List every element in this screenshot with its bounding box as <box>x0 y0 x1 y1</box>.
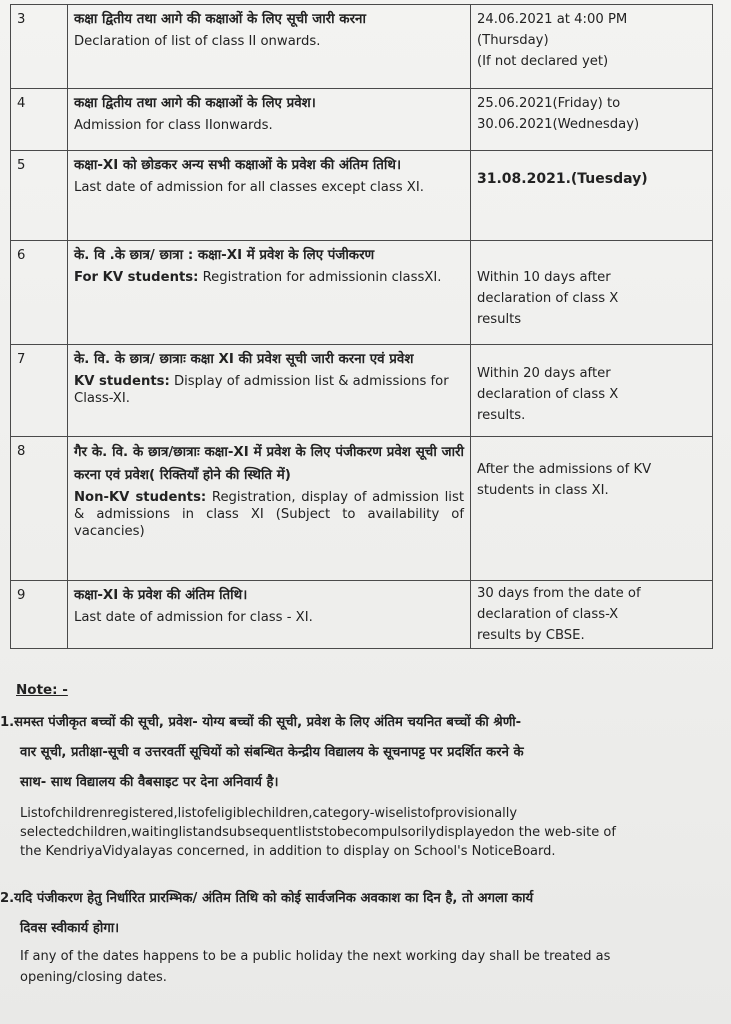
row-english-text <box>74 373 464 407</box>
note-line: 1.समस्त पंजीकृत बच्चों की सूची, प्रवेश- योग्य बच्चों की सूची, प्रवेश के लिए अंतिम चयनित बच्चों की श्रेणी- <box>0 715 522 730</box>
note-line: Listofchildrenregistered,listofeligiblechildren,category-wiselistofprovisionally <box>20 806 518 821</box>
row-date <box>471 581 713 649</box>
row-date <box>471 241 713 345</box>
table-row <box>11 5 713 89</box>
row-hindi-text: कक्षा द्वितीय तथा आगे की कक्षाओं के लिए सूची जारी करना <box>74 12 366 27</box>
row-english-lead: KV students: <box>74 374 170 389</box>
row-number: 5 <box>11 151 68 241</box>
table-row <box>11 345 713 437</box>
row-english-body: Registration for admissionin classXI. <box>198 270 442 285</box>
row-hindi-text: कक्षा द्वितीय तथा आगे की कक्षाओं के लिए प्रवेश। <box>74 96 316 111</box>
row-hindi-text: के. वि. के छात्र/ छात्राः कक्षा XI की प्रवेश सूची जारी करना एवं प्रवेश <box>74 352 414 367</box>
table-row <box>11 581 713 649</box>
note-line: दिवस स्वीकार्य होगा। <box>20 921 120 936</box>
row-hindi-text: के. वि .के छात्र/ छात्रा : कक्षा-XI में प्रवेश के लिए पंजीकरण <box>74 248 375 263</box>
table-row <box>11 437 713 581</box>
row-number: 3 <box>11 5 68 89</box>
row-number: 6 <box>11 241 68 345</box>
row-description <box>68 151 471 241</box>
row-english-text <box>74 609 464 626</box>
date-line: 30.06.2021(Wednesday) <box>477 117 640 132</box>
row-date <box>471 5 713 89</box>
note-line: साथ- साथ विद्यालय की वैबसाइट पर देना अनिवार्य है। <box>20 775 279 790</box>
row-hindi-text: कक्षा-XI के प्रवेश की अंतिम तिथि। <box>74 588 248 603</box>
row-description <box>68 5 471 89</box>
date-line: results <box>477 312 522 327</box>
row-english-body: Display of admission list & admissions for Class-XI. <box>74 374 449 406</box>
note-2-english <box>20 946 710 988</box>
row-english-text <box>74 117 464 134</box>
date-line: Within 20 days after <box>477 366 611 381</box>
row-hindi-text: कक्षा-XI को छोडकर अन्य सभी कक्षाओं के प्रवेश की अंतिम तिथि। <box>74 158 402 173</box>
note-line: the KendriyaVidyalayas concerned, in addition to display on School's NoticeBoard. <box>20 844 556 859</box>
row-date <box>471 437 713 581</box>
date-line: 24.06.2021 at 4:00 PM <box>477 12 628 27</box>
date-line: results by CBSE. <box>477 628 585 643</box>
notes-heading: Note: - <box>16 682 68 698</box>
row-english-body: Admission for class IIonwards. <box>74 118 273 133</box>
date-line: 30 days from the date of <box>477 586 641 601</box>
row-english-body: Declaration of list of class II onwards. <box>74 34 321 49</box>
note-line: If any of the dates happens to be a public holiday the next working day shall be treated as <box>20 949 611 964</box>
note-line: 2.यदि पंजीकरण हेतु निर्धारित प्रारम्भिक/ अंतिम तिथि को कोई सार्वजनिक अवकाश का दिन है, तो अगला कार्य <box>0 891 534 906</box>
table-row <box>11 151 713 241</box>
note-1-hindi <box>0 708 712 798</box>
row-date <box>471 151 713 241</box>
date-line: declaration of class X <box>477 291 619 306</box>
note-line: opening/closing dates. <box>20 970 167 985</box>
date-line: 31.08.2021.(Tuesday) <box>477 171 648 187</box>
row-number: 7 <box>11 345 68 437</box>
date-line: declaration of class X <box>477 387 619 402</box>
note-1-english <box>20 804 710 861</box>
row-description <box>68 581 471 649</box>
table-row <box>11 89 713 151</box>
table-row <box>11 241 713 345</box>
row-english-lead: For KV students: <box>74 270 199 285</box>
note-line: selectedchildren,waitinglistandsubsequentliststobecompulsorilydisplayedon the web-site of <box>20 825 616 840</box>
date-line: (Thursday) <box>477 33 549 48</box>
date-line: students in class XI. <box>477 483 609 498</box>
row-english-text <box>74 179 464 196</box>
row-number: 4 <box>11 89 68 151</box>
date-line: 25.06.2021(Friday) to <box>477 96 621 111</box>
row-description <box>68 345 471 437</box>
row-description <box>68 241 471 345</box>
note-line: वार सूची, प्रतीक्षा-सूची व उत्तरवर्ती सूचियों को संबन्धित केन्द्रीय विद्यालय के सूचनापट्ट पर प्रदर्शित करने के <box>20 745 524 760</box>
row-number: 8 <box>11 437 68 581</box>
row-date <box>471 345 713 437</box>
row-english-body: Last date of admission for class - XI. <box>74 610 313 625</box>
admission-schedule-table <box>10 4 713 649</box>
note-2-hindi <box>0 884 712 944</box>
date-line: results. <box>477 408 526 423</box>
row-english-text <box>74 269 464 286</box>
date-line: Within 10 days after <box>477 270 611 285</box>
row-english-body: Last date of admission for all classes except class XI. <box>74 180 424 195</box>
date-line: After the admissions of KV <box>477 462 652 477</box>
row-english-text <box>74 489 464 540</box>
row-english-lead: Non-KV students: <box>74 490 207 505</box>
row-english-text <box>74 33 464 50</box>
row-hindi-text: गैर के. वि. के छात्र/छात्राः कक्षा-XI में प्रवेश के लिए पंजीकरण प्रवेश सूची जारी करना एवं प्रवेश( रिक्तियाँ होने की स्थिति में) <box>74 445 464 483</box>
row-date <box>471 89 713 151</box>
row-number: 9 <box>11 581 68 649</box>
date-line: (If not declared yet) <box>477 54 609 69</box>
row-english-body: Registration, display of admission list & admissions in class XI (Subject to availability of vacancies) <box>74 490 464 539</box>
row-description <box>68 89 471 151</box>
row-description <box>68 437 471 581</box>
date-line: declaration of class-X <box>477 607 619 622</box>
